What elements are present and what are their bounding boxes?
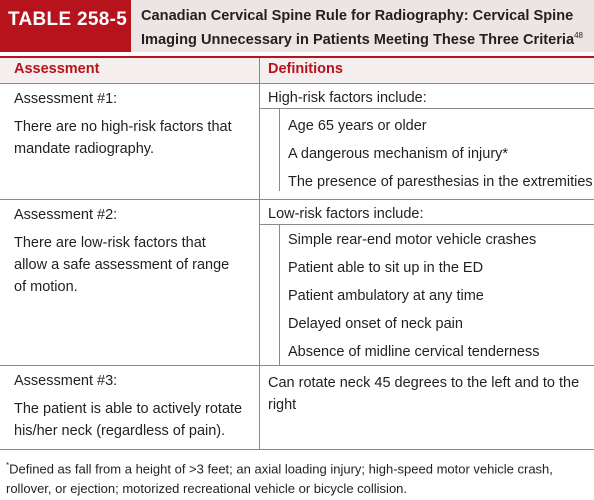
table-title-text: Canadian Cervical Spine Rule for Radiography: Cervical Spine Imaging Unnecessary in Patients Meeting These Three Criteria xyxy=(141,8,575,48)
table-header-row xyxy=(0,58,594,84)
row2-items-divider xyxy=(279,224,280,366)
footnote-marker: * xyxy=(6,461,10,470)
row1-assessment-label: Assessment #1: xyxy=(14,91,118,107)
row3-definition-head: Can rotate neck 45 degrees to the left and to the right xyxy=(268,375,580,413)
table-number: TABLE 258-5 xyxy=(0,0,131,52)
row1-item: Age 65 years or older xyxy=(288,118,427,134)
row3-assessment-label: Assessment #3: xyxy=(14,373,118,389)
column-divider xyxy=(259,58,260,450)
column-header-assessment: Assessment xyxy=(14,61,100,77)
row2-item: Patient ambulatory at any time xyxy=(288,288,484,304)
row2-item: Absence of midline cervical tenderness xyxy=(288,344,540,360)
row2-item: Simple rear-end motor vehicle crashes xyxy=(288,232,537,248)
row2-assessment-label: Assessment #2: xyxy=(14,207,118,223)
criteria-table xyxy=(0,56,594,448)
row2-subheader-rule xyxy=(259,224,594,225)
row2-item: Delayed onset of neck pain xyxy=(288,316,463,332)
row1-item: The presence of paresthesias in the extremities xyxy=(288,174,593,190)
table-bottom-rule xyxy=(0,449,594,450)
row2-definition-head: Low-risk factors include: xyxy=(268,206,424,222)
row1-assessment-text: There are no high-risk factors that mandate radiography. xyxy=(14,119,232,157)
row2-separator xyxy=(0,365,594,366)
row1-definition-head: High-risk factors include: xyxy=(268,90,427,106)
row1-item: A dangerous mechanism of injury* xyxy=(288,146,509,162)
row3-assessment-text: The patient is able to actively rotate his/her neck (regardless of pain). xyxy=(14,401,243,439)
row1-items-divider xyxy=(279,109,280,191)
table-title xyxy=(141,6,591,50)
row2-item: Patient able to sit up in the ED xyxy=(288,260,484,276)
row1-subheader-rule xyxy=(259,108,594,109)
row1-separator xyxy=(0,199,594,200)
footnote-text: Defined as fall from a height of >3 feet; an axial loading injury; high-speed motor vehicle crash, rollover, or ejection; motorized recreational vehicle or bicycle collision. xyxy=(6,461,553,497)
table-footnote xyxy=(6,456,590,499)
row2-assessment-text: There are low-risk factors that allow a safe assessment of range of motion. xyxy=(14,235,230,295)
table-title-bar xyxy=(0,0,594,52)
column-header-definitions: Definitions xyxy=(268,61,343,77)
table-title-reference: 48 xyxy=(574,31,583,40)
